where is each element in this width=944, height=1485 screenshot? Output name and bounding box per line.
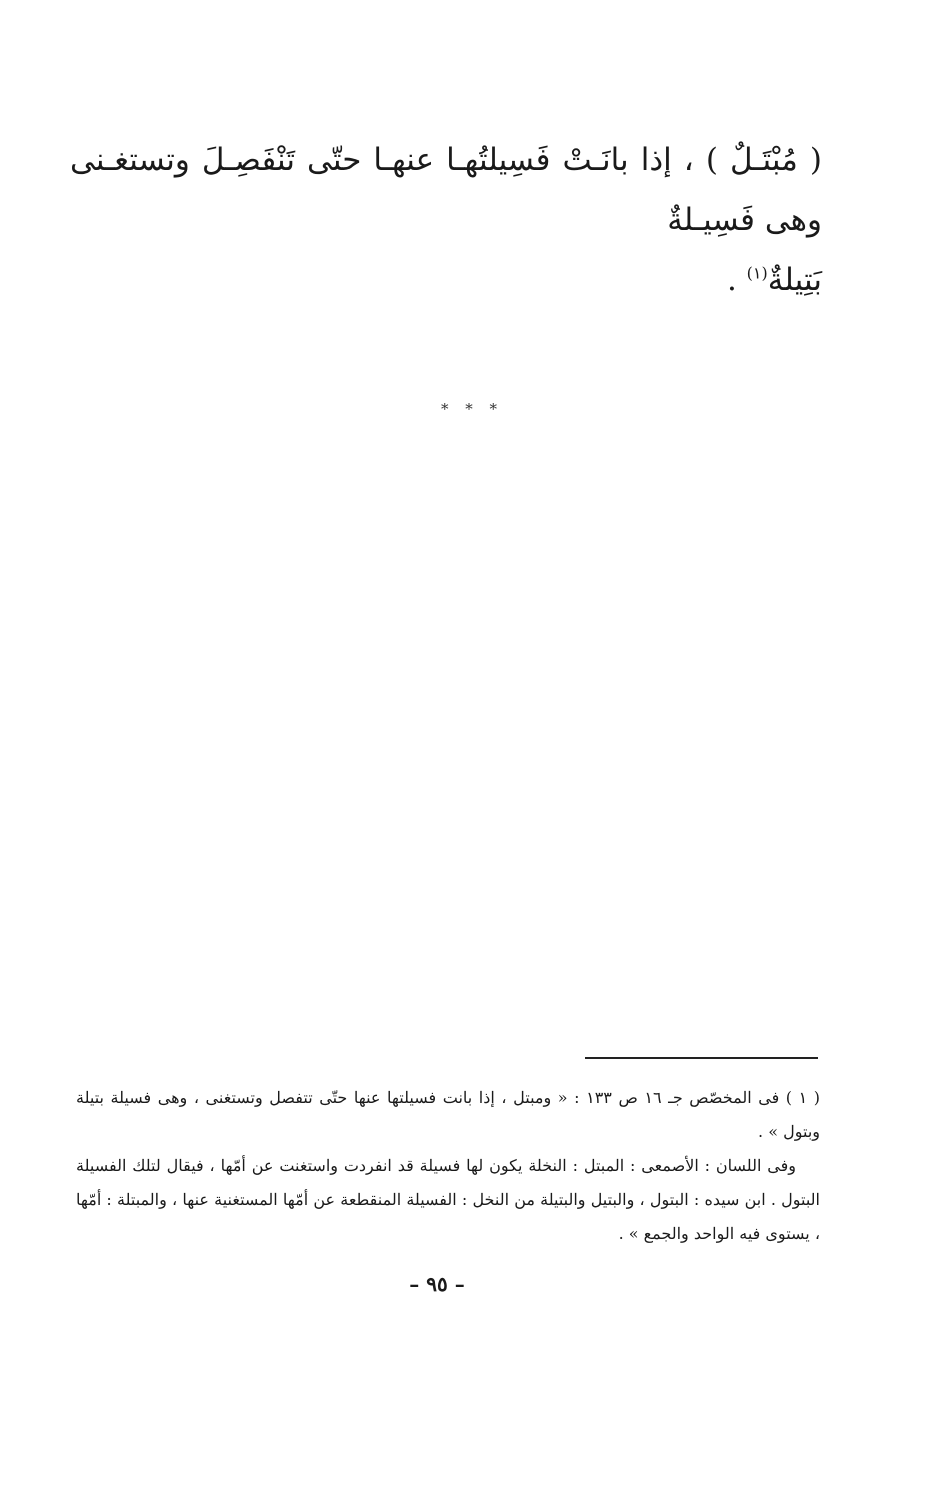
paragraph-line-1 <box>70 130 822 250</box>
footnote-1: ( ١ ) فى المخصّص جـ ١٦ ص ١٣٣ : « ومبتل ، إذا بانت فسيلتها عنها حتّى تتفصل وتستغنى ، وهى فسيلة بتيلة وبتول » . <box>76 1088 821 1141</box>
paragraph-end-punctuation: . <box>726 262 747 298</box>
section-separator: * * * <box>440 400 504 418</box>
paragraph-line-2 <box>70 250 822 310</box>
page-number: – ٩٥ – <box>409 1272 465 1296</box>
footnote-divider <box>585 1057 818 1059</box>
footnotes-block <box>76 1081 820 1251</box>
paragraph-line-2-text: بَتِيلةٌ <box>767 262 822 298</box>
footnote-1-continuation: وفى اللسان : الأصمعى : المبتل : النخلة يكون لها فسيلة قد انفردت واستغنت عن أمّها ، فيقال لتلك الفسيلة البتول . ابن سيده : البتول ، والبتيل والبتيلة من النخل : الفسيلة المنقطعة عن أمّها المستغنية عنها ، والمبتلة : أمّها ، يستوى فيه الواحد والجمع » . <box>76 1156 820 1243</box>
main-paragraph <box>70 130 822 310</box>
paragraph-line-1-text: ( مُبْتَـلٌ ) ، إذا بانَـتْ فَسِيلتُهـا عنهـا حتّى تَنْفَصِـلَ وتستغـنى وهى فَسِيـلةٌ <box>70 142 822 238</box>
footnote-reference[interactable]: (١) <box>746 263 768 283</box>
